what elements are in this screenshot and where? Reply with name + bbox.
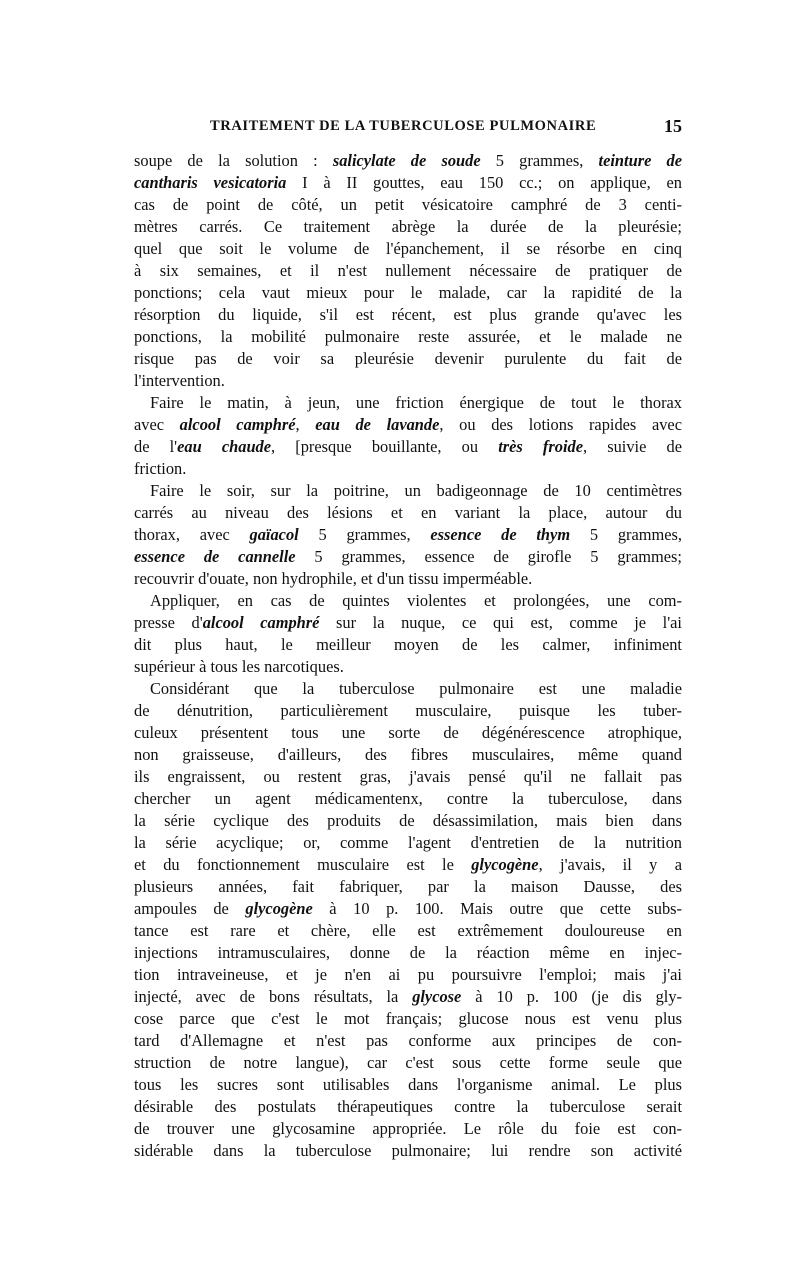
- text-line: cose parce que c'est le mot français; glucose nous est venu plus: [134, 1009, 682, 1028]
- text-line: carrés au niveau des lésions et en variant la place, autour du: [134, 503, 682, 522]
- text-line: chercher un agent médicamentenx, contre la tuberculose, dans: [134, 789, 682, 808]
- text-line: l'intervention.: [134, 371, 225, 390]
- page-number: 15: [664, 116, 682, 136]
- text-line: plusieurs années, fait fabriquer, par la maison Dausse, des: [134, 877, 682, 896]
- text-line: Faire le soir, sur la poitrine, un badigeonnage de 10 centimètres: [150, 481, 682, 500]
- text-line: cantharis vesicatoria I à II gouttes, eau 150 cc.; on applique, en: [134, 173, 682, 192]
- text-line: tard d'Allemagne et n'est pas conforme aux principes de con-: [134, 1031, 682, 1050]
- text-line: culeux présentent tous une sorte de dégénérescence atrophique,: [134, 723, 682, 742]
- text-line: de dénutrition, particulièrement musculaire, puisque les tuber-: [134, 701, 682, 720]
- text-line: mètres carrés. Ce traitement abrège la durée de la pleurésie;: [134, 217, 682, 236]
- paragraph-3: [134, 480, 682, 590]
- text-line: désirable des postulats thérapeutiques contre la tuberculose serait: [134, 1097, 682, 1116]
- text-line: de trouver une glycosamine appropriée. Le rôle du foie est con-: [134, 1119, 682, 1138]
- text-line: quel que soit le volume de l'épanchement, il se résorbe en cinq: [134, 239, 682, 258]
- text-line: ampoules de glycogène à 10 p. 100. Mais outre que cette subs-: [134, 899, 682, 918]
- text-line: ponctions, la mobilité pulmonaire reste assurée, et le malade ne: [134, 327, 682, 346]
- text-line: non graisseuse, d'ailleurs, des fibres musculaires, même quand: [134, 745, 682, 764]
- text-line: thorax, avec gaïacol 5 grammes, essence de thym 5 grammes,: [134, 525, 682, 544]
- text-line: soupe de la solution : salicylate de soude 5 grammes, teinture de: [134, 151, 682, 170]
- text-line: Appliquer, en cas de quintes violentes et prolongées, une com-: [150, 591, 682, 610]
- text-line: Faire le matin, à jeun, une friction énergique de tout le thorax: [150, 393, 682, 412]
- text-line: avec alcool camphré, eau de lavande, ou des lotions rapides avec: [134, 415, 682, 434]
- text-line: essence de cannelle 5 grammes, essence de girofle 5 grammes;: [134, 547, 682, 566]
- body-text: [134, 150, 682, 1162]
- text-line: supérieur à tous les narcotiques.: [134, 657, 344, 676]
- paragraph-4: [134, 590, 682, 678]
- text-line: risque pas de voir sa pleurésie devenir purulente du fait de: [134, 349, 682, 368]
- page-header: [134, 116, 682, 140]
- text-line: injections intramusculaires, donne de la réaction même en injec-: [134, 943, 682, 962]
- text-line: sidérable dans la tuberculose pulmonaire; lui rendre son activité: [134, 1141, 682, 1160]
- text-line: résorption du liquide, s'il est récent, est plus grande qu'avec les: [134, 305, 682, 324]
- text-line: à six semaines, et il n'est nullement nécessaire de pratiquer de: [134, 261, 682, 280]
- text-line: tance est rare et chère, elle est extrêmement douloureuse en: [134, 921, 682, 940]
- text-line: de l'eau chaude, [presque bouillante, ou très froide, suivie de: [134, 437, 682, 456]
- text-line: tous les sucres sont utilisables dans l'organisme animal. Le plus: [134, 1075, 682, 1094]
- text-line: et du fonctionnement musculaire est le glycogène, j'avais, il y a: [134, 855, 682, 874]
- text-line: tion intraveineuse, et je n'en ai pu poursuivre l'emploi; mais j'ai: [134, 965, 682, 984]
- text-line: dit plus haut, le meilleur moyen de les calmer, infiniment: [134, 635, 682, 654]
- text-line: cas de point de côté, un petit vésicatoire camphré de 3 centi-: [134, 195, 682, 214]
- text-line: recouvrir d'ouate, non hydrophile, et d'un tissu imperméable.: [134, 569, 533, 588]
- text-line: presse d'alcool camphré sur la nuque, ce qui est, comme je l'ai: [134, 613, 682, 632]
- text-line: la série cyclique des produits de désassimilation, mais bien dans: [134, 811, 682, 830]
- text-line: Considérant que la tuberculose pulmonaire est une maladie: [150, 679, 682, 698]
- text-line: struction de notre langue), car c'est sous cette forme seule que: [134, 1053, 682, 1072]
- paragraph-5: [134, 678, 682, 1162]
- text-line: la série acyclique; or, comme l'agent d'entretien de la nutrition: [134, 833, 682, 852]
- text-line: ponctions; cela vaut mieux pour le malade, car la rapidité de la: [134, 283, 682, 302]
- text-line: injecté, avec de bons résultats, la glycose à 10 p. 100 (je dis gly-: [134, 987, 682, 1006]
- text-line: friction.: [134, 459, 187, 478]
- paragraph-2: [134, 392, 682, 480]
- text-line: ils engraissent, ou restent gras, j'avais pensé qu'il ne fallait pas: [134, 767, 682, 786]
- paragraph-1: [134, 150, 682, 392]
- running-title: TRAITEMENT DE LA TUBERCULOSE PULMONAIRE: [210, 118, 597, 134]
